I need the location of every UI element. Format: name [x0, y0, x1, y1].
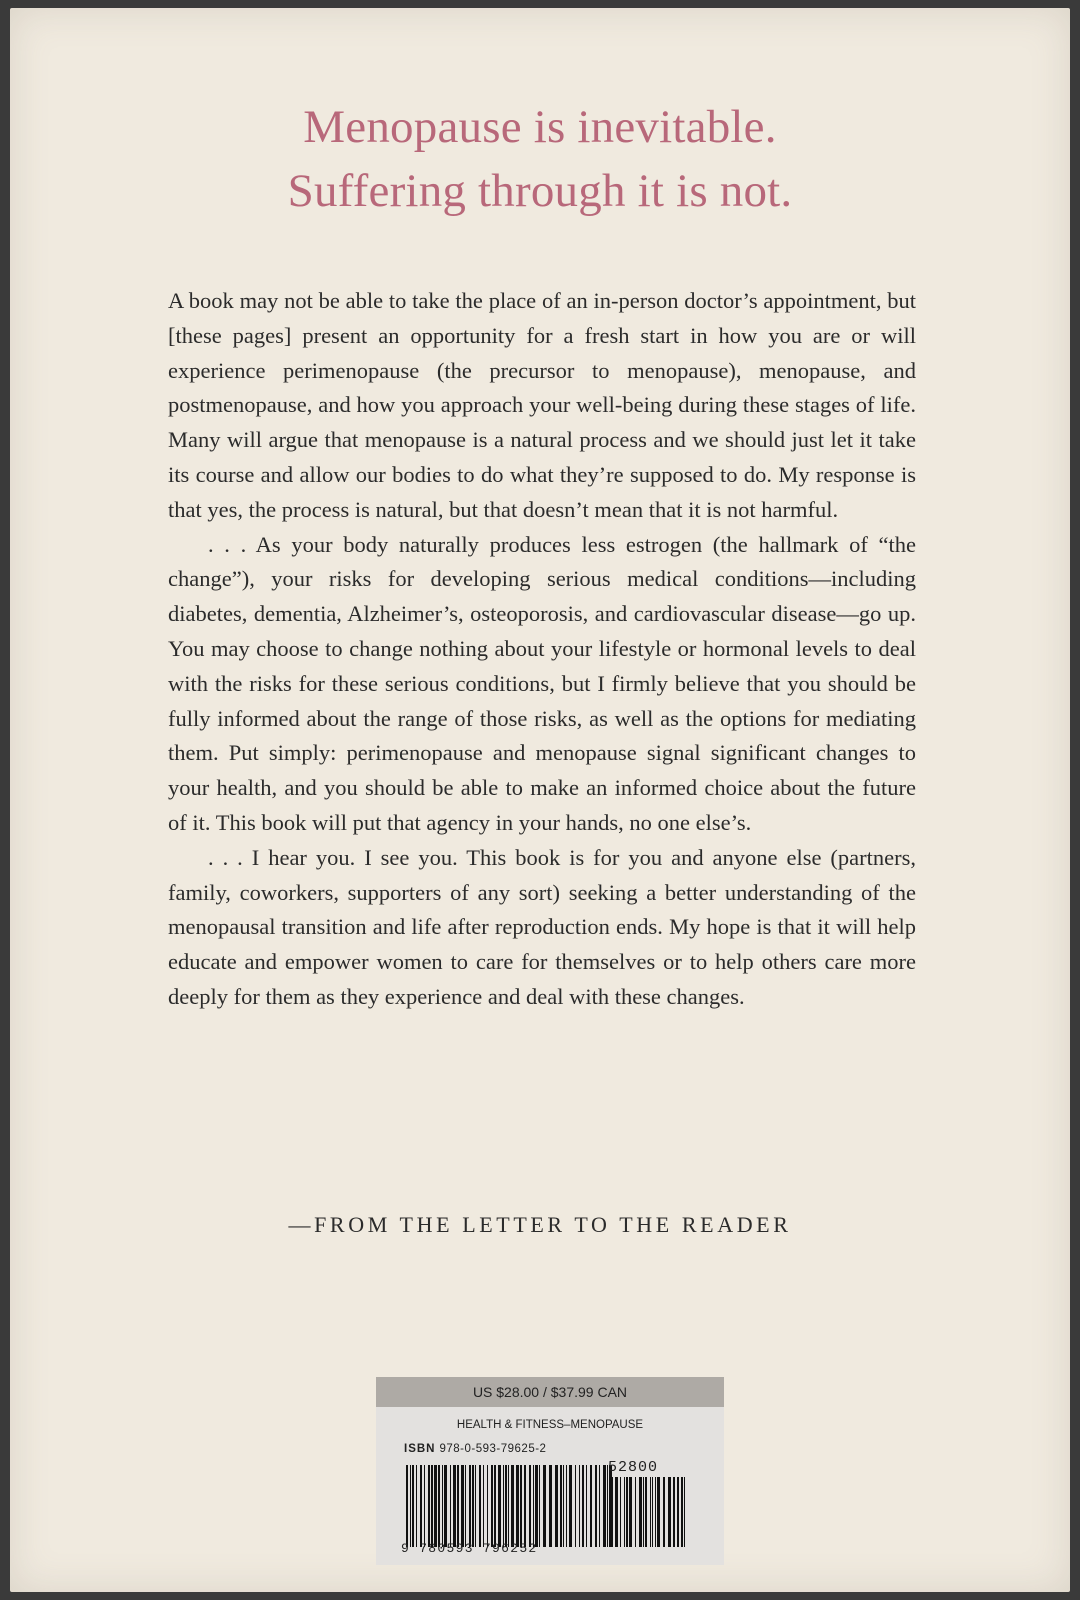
- barcode-bar: [566, 1465, 567, 1547]
- barcode-bar: [511, 1465, 514, 1547]
- barcode-bar: [465, 1465, 466, 1547]
- barcode-bar: [555, 1465, 558, 1547]
- barcode-bar: [457, 1465, 459, 1547]
- barcode-bar: [681, 1477, 683, 1547]
- excerpt-paragraph-1: A book may not be able to take the place of an in-person doctor’s appointment, but [these pages] present an opportunity for a fresh start in how you are or will experience perimenopause (the precursor to menopause), menopause, and postmenopause, and how you approach your well-being during these stages of life. Many will argue that menopause is a natural process and we should just let it take its course and allow our bodies to do what they’re supposed to do. My response is that yes, the process is natural, but that doesn’t mean that it is not harmful.: [168, 288, 916, 522]
- barcode-bar: [533, 1465, 534, 1547]
- barcode-bar: [529, 1465, 531, 1547]
- barcode-bar: [524, 1465, 526, 1547]
- barcode-bar: [516, 1465, 519, 1547]
- barcode-bar: [539, 1465, 540, 1547]
- barcode-bar: [626, 1477, 628, 1547]
- barcode-bar: [560, 1465, 562, 1547]
- headline-line-1: Menopause is inevitable.: [303, 101, 777, 153]
- barcode-bar: [582, 1465, 584, 1547]
- barcode-bar: [508, 1465, 509, 1547]
- barcode-bar: [450, 1465, 451, 1547]
- barcode-bar: [406, 1465, 408, 1547]
- barcode-bar: [635, 1477, 636, 1547]
- barcode-bar: [620, 1477, 621, 1547]
- barcode-bar: [412, 1465, 414, 1547]
- barcode-bar: [410, 1465, 411, 1547]
- barcode-bar: [673, 1477, 675, 1547]
- barcode-bar: [615, 1477, 618, 1547]
- headline-line-2: Suffering through it is not.: [287, 165, 793, 217]
- attribution: —FROM THE LETTER TO THE READER: [288, 1212, 792, 1237]
- ean-barcode: [404, 1465, 616, 1547]
- barcode-bar: [428, 1465, 430, 1547]
- headline: [0, 95, 1080, 223]
- barcode-bar: [472, 1465, 474, 1547]
- barcode-bar: [416, 1465, 417, 1547]
- barcode-bar: [590, 1465, 592, 1547]
- barcode-bar: [543, 1465, 546, 1547]
- isbn-prefix: ISBN: [404, 1443, 436, 1455]
- barcode-bar: [549, 1465, 552, 1547]
- barcode-bar: [563, 1465, 564, 1547]
- addon-barcode: [608, 1477, 688, 1547]
- barcode-addon-digits: 52800: [608, 1459, 659, 1476]
- barcode-bar: [494, 1465, 496, 1547]
- isbn-label: [404, 1443, 546, 1455]
- barcode-bar: [684, 1477, 685, 1547]
- barcode-bar: [629, 1477, 632, 1547]
- barcode-bar: [420, 1465, 422, 1547]
- barcode-bar: [579, 1465, 580, 1547]
- barcode-bar: [503, 1465, 504, 1547]
- barcode-bar: [444, 1465, 447, 1547]
- barcode-bar: [595, 1465, 597, 1547]
- barcode-bar: [438, 1465, 440, 1547]
- barcode-bar: [479, 1465, 481, 1547]
- barcode-bar: [469, 1465, 471, 1547]
- barcode-bar: [586, 1465, 587, 1547]
- barcode-bar: [663, 1477, 665, 1547]
- barcode-bar: [491, 1465, 493, 1547]
- barcode-bar: [569, 1465, 572, 1547]
- barcode-bar: [475, 1465, 476, 1547]
- barcode-bar: [603, 1465, 606, 1547]
- price-label: US $28.00 / $37.99 CAN: [376, 1377, 724, 1407]
- barcode-bar: [505, 1465, 507, 1547]
- barcode-bar: [498, 1465, 501, 1547]
- barcode-bar: [650, 1477, 651, 1547]
- barcode-bar: [520, 1465, 522, 1547]
- barcode-bar: [434, 1465, 437, 1547]
- isbn-number: 978-0-593-79625-2: [439, 1443, 547, 1455]
- barcode-bar: [668, 1477, 671, 1547]
- barcode-bar: [424, 1465, 425, 1547]
- barcode-bar: [487, 1465, 488, 1547]
- barcode-bar: [442, 1465, 443, 1547]
- barcode-bar: [599, 1465, 600, 1547]
- barcode-bar: [535, 1465, 538, 1547]
- barcode-bar: [655, 1477, 656, 1547]
- barcode-panel: [376, 1407, 724, 1565]
- barcode-bar: [652, 1477, 653, 1547]
- barcode-bar: [610, 1477, 613, 1547]
- excerpt-text: [168, 284, 916, 1015]
- excerpt-paragraph-3: . . . I hear you. I see you. This book is for you and anyone else (partners, family, coworkers, supporters of any sort) seeking a better understanding of the menopausal transition and life after reproduction ends. My hope is that it will help educate and empower women to care for themselves or to help others care more deeply for them as they experience and deal with these changes.: [168, 844, 916, 1009]
- barcode-bar: [453, 1465, 456, 1547]
- excerpt-paragraph-2: . . . As your body naturally produces less estrogen (the hallmark of “the change”), your risks for developing serious medical conditions—including diabetes, dementia, Alzheimer’s, osteoporosis, and cardiovascular disease—go up. You may choose to change nothing about your lifestyle or hormonal levels to deal with the risks for these serious conditions, but I firmly believe that you should be fully informed about the range of those risks, as well as the options for mediating them. Put simply: perimenopause and menopause signal significant changes to your health, and you should be able to make an informed choice about the future of it. This book will put that agency in your hands, no one else’s.: [168, 531, 916, 835]
- barcode-bar: [643, 1477, 644, 1547]
- barcode-bar: [461, 1465, 464, 1547]
- barcode-bar: [677, 1477, 679, 1547]
- barcode-bar: [645, 1477, 647, 1547]
- barcode-bar: [657, 1477, 660, 1547]
- barcode-digits: 9 780593 796252: [401, 1541, 538, 1556]
- barcode-bar: [431, 1465, 433, 1547]
- barcode-bar: [483, 1465, 484, 1547]
- category-label: HEALTH & FITNESS–MENOPAUSE: [456, 1419, 644, 1431]
- barcode-bar: [624, 1477, 625, 1547]
- barcode-bar: [639, 1477, 642, 1547]
- barcode-bar: [575, 1465, 576, 1547]
